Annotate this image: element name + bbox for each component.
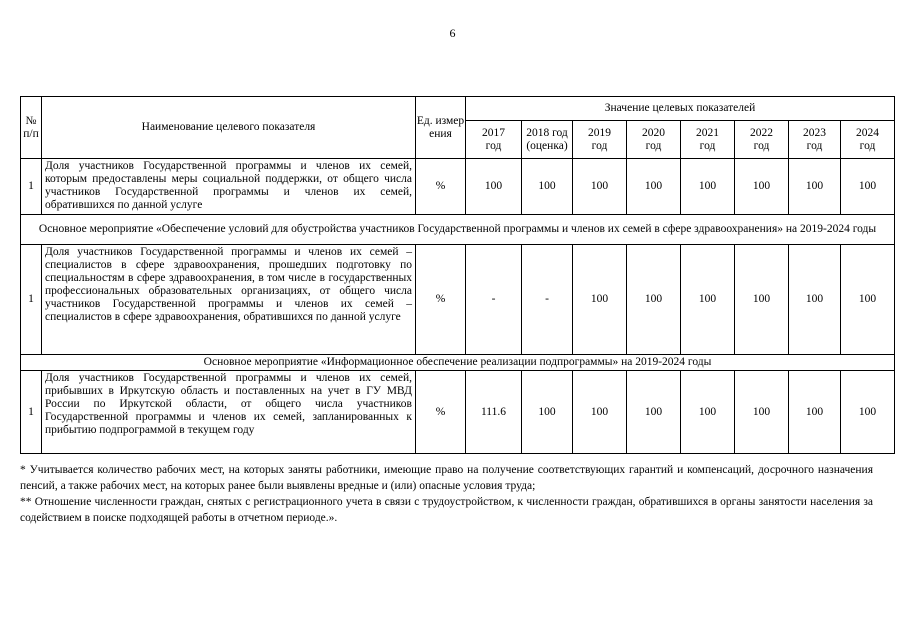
values-header: Значение целевых показателей: [466, 97, 895, 121]
footnotes: [20, 462, 873, 526]
col-num-header: № п/п: [21, 97, 42, 159]
year-header: 2022 год: [735, 121, 789, 159]
value-cell: 100: [627, 245, 681, 355]
value-cell: 100: [735, 371, 789, 454]
unit-cell: %: [416, 245, 466, 355]
value-cell: 100: [681, 371, 735, 454]
table-row: [21, 371, 895, 454]
page-number: 6: [449, 26, 456, 40]
value-cell: 100: [735, 245, 789, 355]
value-cell: 111.6: [466, 371, 522, 454]
table-row: [21, 159, 895, 215]
value-cell: 100: [789, 371, 841, 454]
value-cell: 100: [841, 371, 895, 454]
value-cell: 100: [573, 159, 627, 215]
section-title: Основное мероприятие «Информационное обеспечение реализации подпрограммы» на 2019-2024 годы: [21, 355, 895, 371]
value-cell: 100: [735, 159, 789, 215]
value-cell: 100: [681, 159, 735, 215]
year-header: 2024 год: [841, 121, 895, 159]
value-cell: 100: [522, 371, 573, 454]
value-cell: 100: [789, 159, 841, 215]
unit-cell: %: [416, 371, 466, 454]
year-header: 2019 год: [573, 121, 627, 159]
indicators-table: [20, 96, 895, 454]
col-name-header: Наименование целевого показателя: [42, 97, 416, 159]
value-cell: -: [466, 245, 522, 355]
row-number: 1: [21, 159, 42, 215]
section-title: Основное мероприятие «Обеспечение условий для обустройства участников Государственной программы и членов их семей в сфере здравоохранения» на 2019-2024 годы: [21, 215, 895, 245]
value-cell: 100: [789, 245, 841, 355]
col-unit-header: Ед. измер ения: [416, 97, 466, 159]
year-header: 2020 год: [627, 121, 681, 159]
value-cell: 100: [841, 245, 895, 355]
value-cell: 100: [466, 159, 522, 215]
unit-cell: %: [416, 159, 466, 215]
section-row: [21, 355, 895, 371]
row-number: 1: [21, 245, 42, 355]
table-row: [21, 245, 895, 355]
value-cell: -: [522, 245, 573, 355]
indicator-name: Доля участников Государственной программы и членов их семей, которым предоставлены меры социальной поддержки, от общего числа участников Государственной программы и членов их семей, обратившихся по данной услуге: [42, 159, 416, 215]
section-row: [21, 215, 895, 245]
header-row-1: [21, 97, 895, 121]
year-header: 2023 год: [789, 121, 841, 159]
value-cell: 100: [573, 371, 627, 454]
footnote: ** Отношение численности граждан, снятых с регистрационного учета в связи с трудоустройством, к численности граждан, обратившихся в органы занятости населения за содействием в поиске подходящей работы в отчетном периоде.».: [20, 496, 873, 524]
value-cell: 100: [573, 245, 627, 355]
value-cell: 100: [522, 159, 573, 215]
year-header: 2018 год (оценка): [522, 121, 573, 159]
value-cell: 100: [841, 159, 895, 215]
year-header: 2017 год: [466, 121, 522, 159]
year-header: 2021 год: [681, 121, 735, 159]
value-cell: 100: [681, 245, 735, 355]
footnote: * Учитывается количество рабочих мест, на которых заняты работники, имеющие право на получение соответствующих гарантий и компенсаций, досрочного назначения пенсий, а также рабочих мест, на которых ранее были выявлены вредные и (или) опасные условия труда;: [20, 464, 873, 492]
indicator-name: Доля участников Государственной программы и членов их семей, прибывших в Иркутскую область и поставленных на учет в ГУ МВД России по Иркутской области, от общего числа участников Государственной программы и членов их семей, запланированных к прибытию подпрограммой в текущем году: [42, 371, 416, 454]
value-cell: 100: [627, 371, 681, 454]
value-cell: 100: [627, 159, 681, 215]
row-number: 1: [21, 371, 42, 454]
indicator-name: Доля участников Государственной программы и членов их семей – специалистов в сфере здравоохранения, прошедших подготовку по специальностям в сфере здравоохранения, в том числе в государственных профессиональных образовательных организациях, от общего числа участников Государственной программы и членов их семей – специалистов в сфере здравоохранения, обратившихся по данной услуге: [42, 245, 416, 355]
